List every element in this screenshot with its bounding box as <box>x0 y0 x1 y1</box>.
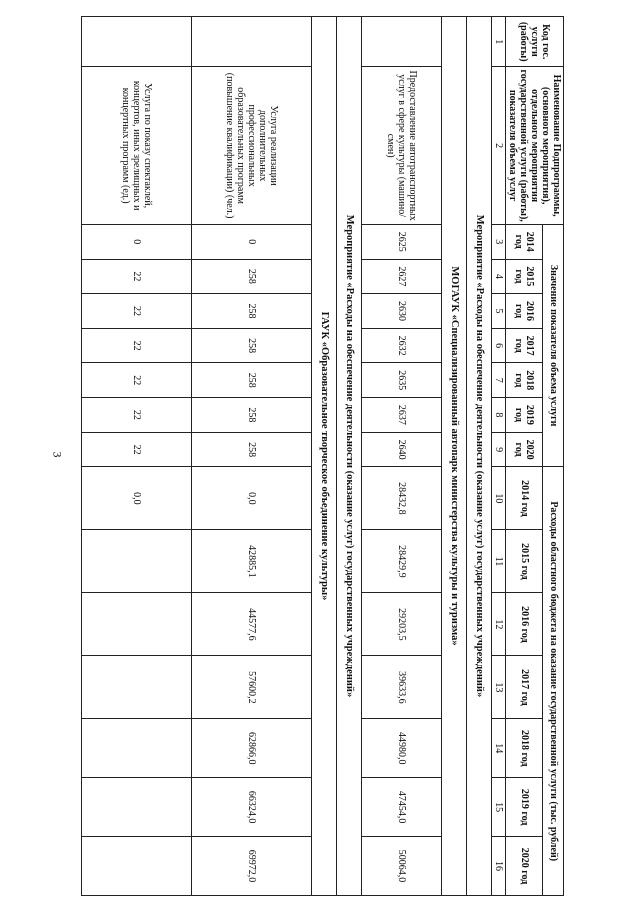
expense-cell <box>82 778 192 837</box>
section-title: ГАУК «Образовательное творческое объединение культуры» <box>312 17 337 896</box>
volume-header: Значение показателя объема услуги <box>543 224 564 467</box>
volume-cell: 0 <box>82 224 192 259</box>
budget-table <box>81 16 564 896</box>
col-number: 3 <box>492 224 506 259</box>
volume-cell: 258 <box>192 259 312 294</box>
volume-cell: 2625 <box>362 224 442 259</box>
row-name: Услуга реализации дополнительных профессиональных образовательных программ (повышение квалификации) (чел.) <box>192 67 312 225</box>
year-header: 2014 год <box>506 467 543 530</box>
header-row-group <box>543 17 564 896</box>
volume-cell: 2637 <box>362 398 442 433</box>
expense-cell: 39633,6 <box>362 656 442 719</box>
year-header: 2017 год <box>506 656 543 719</box>
expense-cell: 42885,1 <box>192 530 312 593</box>
volume-cell: 258 <box>192 398 312 433</box>
section-title: Мероприятие «Расходы на обеспечение деятельности (оказание услуг) государственных учреждений» <box>337 17 362 896</box>
expense-cell <box>82 719 192 778</box>
volume-cell: 0 <box>192 224 312 259</box>
volume-cell: 2635 <box>362 363 442 398</box>
expense-cell: 66324,0 <box>192 778 312 837</box>
col-number: 8 <box>492 398 506 433</box>
col-number: 7 <box>492 363 506 398</box>
expense-cell <box>82 530 192 593</box>
year-header: 2018 год <box>506 719 543 778</box>
expense-cell <box>82 656 192 719</box>
year-header: 2014 год <box>506 224 543 259</box>
section-row <box>312 17 337 896</box>
volume-cell: 22 <box>82 432 192 467</box>
expense-cell: 29203,5 <box>362 593 442 656</box>
volume-cell: 258 <box>192 363 312 398</box>
page-number: 3 <box>50 451 65 458</box>
year-header: 2019 год <box>506 778 543 837</box>
col-number: 4 <box>492 259 506 294</box>
year-header: 2020 год <box>506 432 543 467</box>
expenses-header: Расходы областного бюджета на оказание государственной услуги (тыс. рублей) <box>543 467 564 896</box>
volume-cell: 22 <box>82 363 192 398</box>
expense-cell: 28432,8 <box>362 467 442 530</box>
section-title: Мероприятие «Расходы на обеспечение деятельности (оказание услуг) государственных учреждений» <box>467 17 492 896</box>
row-code <box>82 17 192 67</box>
volume-cell: 22 <box>82 259 192 294</box>
year-header: 2016 год <box>506 593 543 656</box>
col-number: 15 <box>492 778 506 837</box>
volume-cell: 258 <box>192 328 312 363</box>
table-row <box>82 17 192 896</box>
expense-cell: 0,0 <box>82 467 192 530</box>
year-header: 2019 год <box>506 398 543 433</box>
expense-cell: 47454,0 <box>362 778 442 837</box>
col-number: 16 <box>492 837 506 896</box>
table-row <box>192 17 312 896</box>
volume-cell: 2632 <box>362 328 442 363</box>
volume-cell: 2630 <box>362 294 442 329</box>
year-header: 2016 год <box>506 294 543 329</box>
code-header: Код гос. услуги (работы) <box>506 17 564 67</box>
expense-cell: 50064,0 <box>362 837 442 896</box>
expense-cell: 44980,0 <box>362 719 442 778</box>
expense-cell: 28429,9 <box>362 530 442 593</box>
expense-cell: 57600,2 <box>192 656 312 719</box>
col-number: 12 <box>492 593 506 656</box>
table-row <box>362 17 442 896</box>
volume-cell: 258 <box>192 432 312 467</box>
col-number: 10 <box>492 467 506 530</box>
expense-cell: 62866,0 <box>192 719 312 778</box>
row-name: Услуга по показу спектаклей, концертов, иных зрелищных и концертных программ (ед.) <box>82 67 192 225</box>
expense-cell: 69972,0 <box>192 837 312 896</box>
col-number: 13 <box>492 656 506 719</box>
col-number: 14 <box>492 719 506 778</box>
volume-cell: 2640 <box>362 432 442 467</box>
row-name: Предоставление автотранспортных услуг в сфере культуры (машино/смен) <box>362 67 442 225</box>
year-header: 2015 год <box>506 259 543 294</box>
col-number: 9 <box>492 432 506 467</box>
name-header: Наименование Подпрограммы, (основного мероприятия), отдельного мероприятия государственной услуги (работы), показателя объема услуг <box>506 67 564 225</box>
section-row <box>467 17 492 896</box>
col-number: 5 <box>492 294 506 329</box>
section-row <box>337 17 362 896</box>
col-number: 1 <box>492 17 506 67</box>
col-number: 2 <box>492 67 506 225</box>
row-code <box>362 17 442 67</box>
year-header: 2018 год <box>506 363 543 398</box>
volume-cell: 22 <box>82 328 192 363</box>
row-code <box>192 17 312 67</box>
year-header: 2017 год <box>506 328 543 363</box>
volume-cell: 2627 <box>362 259 442 294</box>
expense-cell <box>82 593 192 656</box>
budget-table-sheet <box>44 16 564 896</box>
volume-cell: 22 <box>82 294 192 329</box>
year-header: 2015 год <box>506 530 543 593</box>
year-header: 2020 год <box>506 837 543 896</box>
column-number-row <box>492 17 506 896</box>
col-number: 11 <box>492 530 506 593</box>
volume-cell: 22 <box>82 398 192 433</box>
expense-cell: 0,0 <box>192 467 312 530</box>
col-number: 6 <box>492 328 506 363</box>
section-title: МОГАУК «Специализированный автопарк министерства культуры и туризма» <box>442 17 467 896</box>
expense-cell <box>82 837 192 896</box>
section-row <box>442 17 467 896</box>
volume-cell: 258 <box>192 294 312 329</box>
expense-cell: 44577,6 <box>192 593 312 656</box>
